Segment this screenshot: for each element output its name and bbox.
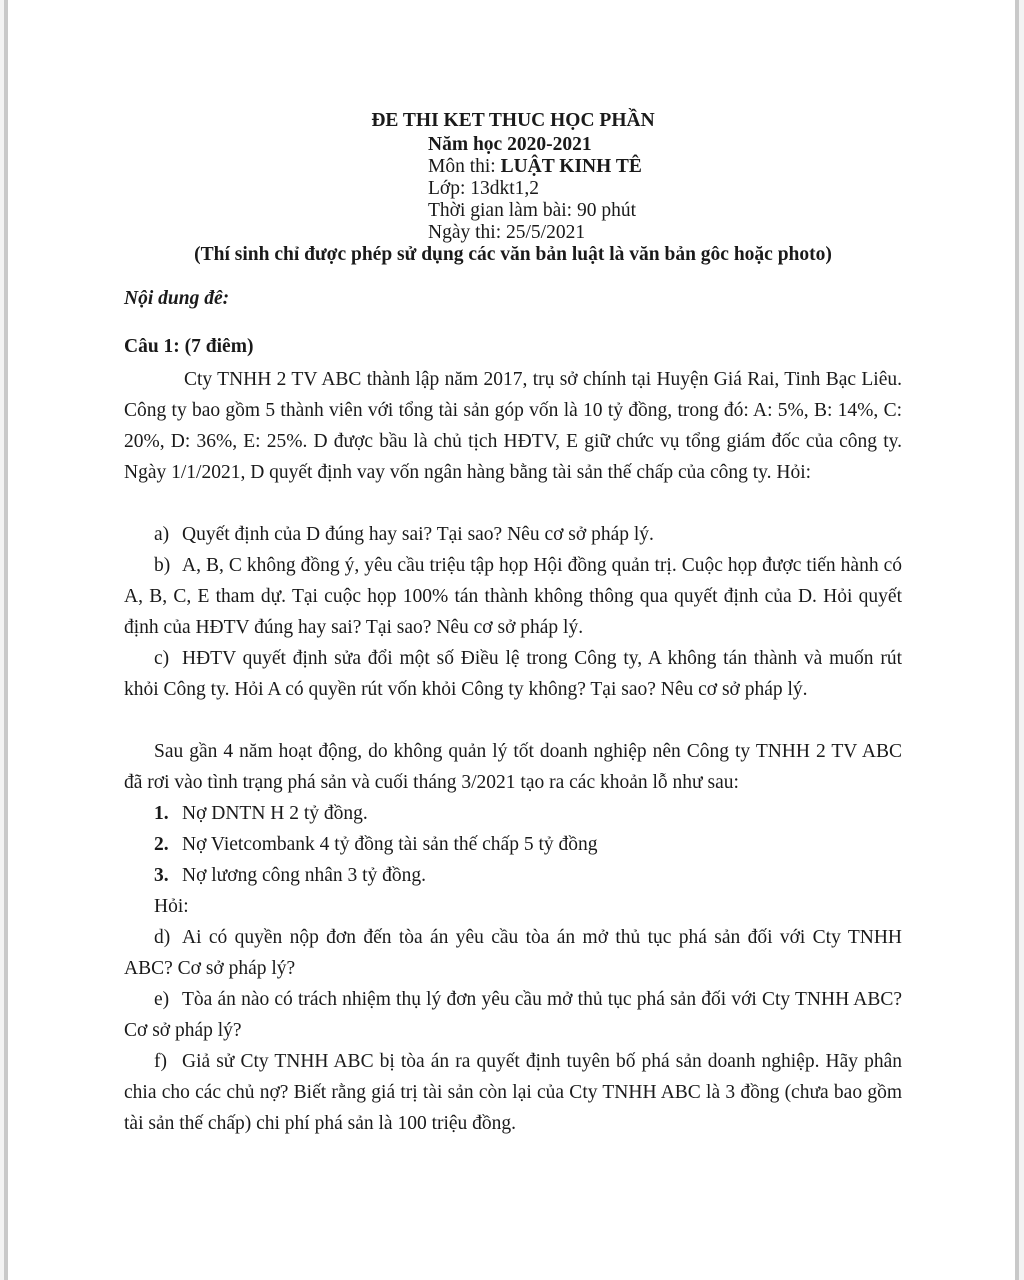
ask-label: Hỏi:: [154, 896, 189, 917]
sub-question-a: [124, 519, 902, 550]
content-heading: Nội dung đê:: [124, 288, 230, 309]
class-line: Lớp: 13dkt1,2: [428, 178, 540, 199]
debt-text: Nợ Vietcombank 4 tỷ đồng tài sản thế chấp 5 tỷ đồng: [182, 834, 598, 855]
sub-question-e-label: e): [154, 989, 170, 1010]
duration-line: Thời gian làm bài: 90 phút: [428, 200, 636, 221]
debt-item: [154, 829, 598, 860]
sub-question-f-text: Giả sử Cty TNHH ABC bị tòa án ra quyết định tuyên bố phá sản doanh nghiệp. Hãy phân chia cho các chủ nợ? Biết rằng giá trị tài sản còn lại của Cty TNHH ABC là 3 đồng (chưa bao gồm tài sản thế chấp) chi phí phá sản là 100 triệu đồng.: [124, 1051, 902, 1134]
debt-text: Nợ DNTN H 2 tỷ đồng.: [182, 803, 368, 824]
situation-paragraph: Sau gần 4 năm hoạt động, do không quản lý tốt doanh nghiệp nên Công ty TNHH 2 TV ABC đã rơi vào tình trạng phá sản và cuối tháng 3/2021 tạo ra các khoản lỗ như sau:: [124, 741, 902, 793]
sub-question-b-text: A, B, C không đồng ý, yêu cầu triệu tập họp Hội đồng quản trị. Cuộc họp được tiến hành có A, B, C, E tham dự. Tại cuộc họp 100% tán thành không thông qua quyết định của D. Hỏi quyết định của HĐTV đúng hay sai? Tại sao? Nêu cơ sở pháp lý.: [124, 555, 902, 638]
exam-note: (Thí sinh chỉ được phép sử dụng các văn bản luật là văn bản gôc hoặc photo): [194, 244, 832, 265]
sub-question-d-label: d): [154, 927, 171, 948]
sub-question-c: [124, 643, 902, 705]
exam-date-line: Ngày thi: 25/5/2021: [428, 222, 586, 243]
sub-question-d-text: Ai có quyền nộp đơn đến tòa án yêu cầu tòa án mở thủ tục phá sản đối với Cty TNHH ABC? Cơ sở pháp lý?: [124, 927, 902, 979]
sub-question-c-label: c): [154, 648, 170, 669]
sub-question-a-text: Quyết định của D đúng hay sai? Tại sao? Nêu cơ sở pháp lý.: [182, 524, 654, 545]
subject-line: [428, 156, 1024, 178]
question-1-intro: Cty TNHH 2 TV ABC thành lập năm 2017, trụ sở chính tại Huyện Giá Rai, Tinh Bạc Liêu. Công ty bao gồm 5 thành viên với tổng tài sản góp vốn là 10 tỷ đồng, trong đó: A: 5%, B: 14%, C: 20%, D: 36%, E: 25%. D được bầu là chủ tịch HĐTV, E giữ chức vụ tổng giám đốc của công ty. Ngày 1/1/2021, D quyết định vay vốn ngân hàng bằng tài sản thế chấp của công ty. Hỏi:: [124, 369, 902, 483]
page-edge-left: [4, 0, 8, 1280]
question-1-heading: Câu 1: (7 điêm): [124, 336, 254, 357]
sub-question-e: [124, 984, 902, 1046]
debt-item: [154, 798, 368, 829]
school-year: Năm học 2020-2021: [428, 134, 592, 155]
sub-question-c-text: HĐTV quyết định sửa đổi một số Điều lệ trong Công ty, A không tán thành và muốn rút khỏi Công ty. Hỏi A có quyền rút vốn khỏi Công ty không? Tại sao? Nêu cơ sở pháp lý.: [124, 648, 902, 700]
sub-question-b: [124, 550, 902, 643]
debt-number: 2.: [154, 834, 169, 855]
debt-number: 3.: [154, 865, 169, 886]
debt-item: [154, 860, 426, 891]
sub-question-a-label: a): [154, 524, 170, 545]
sub-question-f-label: f): [154, 1051, 167, 1072]
sub-question-b-label: b): [154, 555, 171, 576]
sub-question-f: [124, 1046, 902, 1139]
sub-question-d: [124, 922, 902, 984]
sub-question-e-text: Tòa án nào có trách nhiệm thụ lý đơn yêu cầu mở thủ tục phá sản đối với Cty TNHH ABC? Cơ sở pháp lý?: [124, 989, 902, 1041]
subject-label: Môn thi:: [428, 156, 501, 177]
exam-title: ĐE THI KET THUC HỌC PHẦN: [371, 110, 655, 131]
debt-text: Nợ lương công nhân 3 tỷ đồng.: [182, 865, 427, 886]
debt-number: 1.: [154, 803, 169, 824]
subject-value: LUẬT KINH TÊ: [500, 156, 642, 177]
